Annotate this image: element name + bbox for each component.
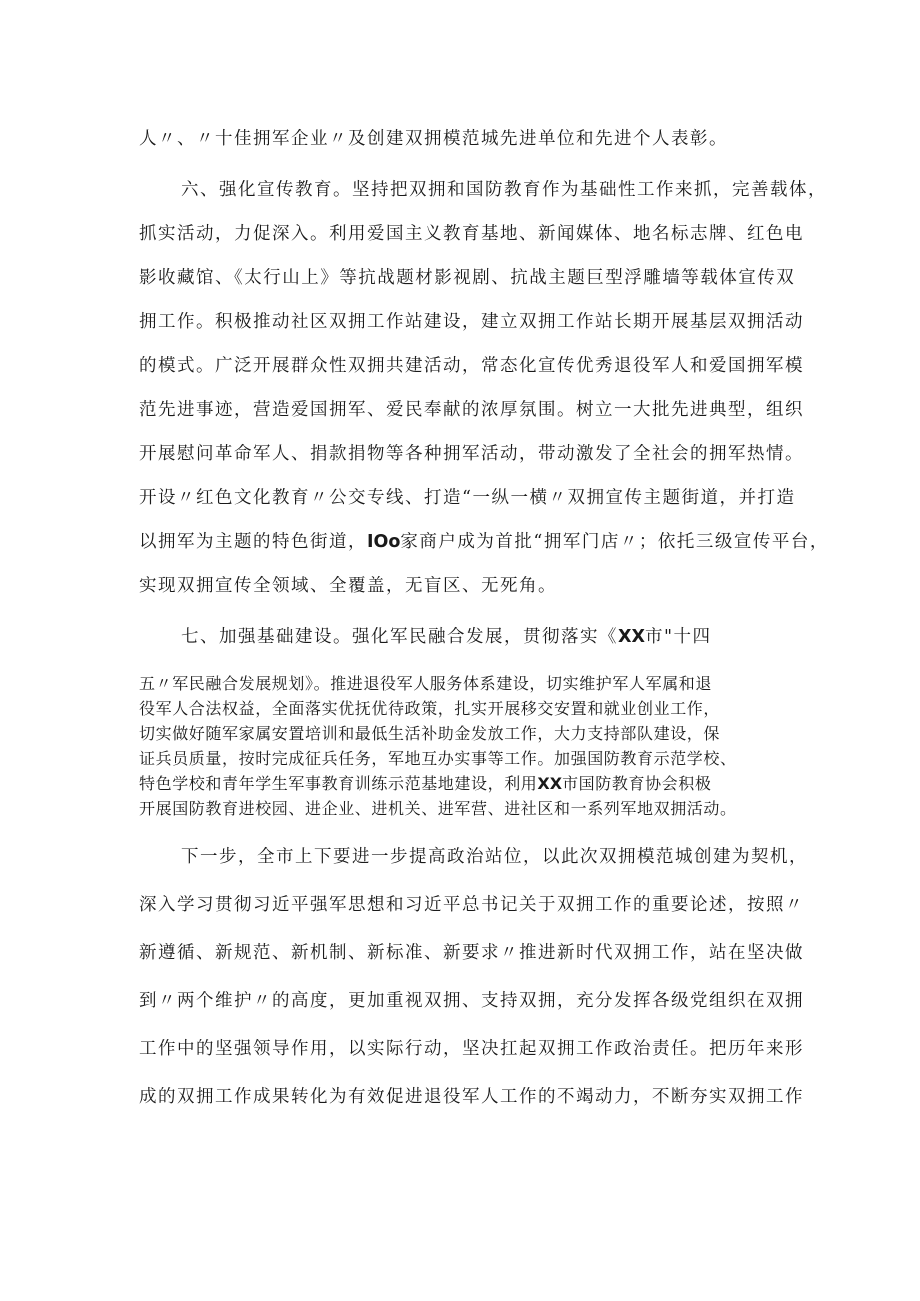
text-line: 抓实活动，力促深入。利用爱国主义教育基地、新闻媒体、地名标志牌、红色电 bbox=[139, 224, 804, 244]
paragraph-next-start: 下一步，全市上下要进一步提高政治站位，以此次双拥模范城创建为契机， bbox=[181, 847, 808, 867]
text-line: 拥工作。积极推动社区双拥工作站建设，建立双拥工作站长期开展基层双拥活动 bbox=[139, 312, 804, 332]
text-line: 深入学习贯彻习近平强军思想和习近平总书记关于双拥工作的重要论述，按照〃 bbox=[139, 895, 804, 915]
text-line: 开展国防教育进校园、进企业、进机关、进军营、进社区和一系列军地双拥活动。 bbox=[139, 799, 737, 818]
text-line: 开展慰问革命军人、捐款捐物等各种拥军活动，带动激发了全社会的拥军热情。 bbox=[139, 444, 804, 464]
text-line: 证兵员质量，按时完成征兵任务，军地互办实事等工作。加强国防教育示范学校、 bbox=[139, 749, 737, 768]
text-line: 特色学校和青年学生军事教育训练示范基地建设，利用XX市国防教育协会积极 bbox=[139, 774, 712, 793]
text-line: 影收藏馆、《太行山上》等抗战题材影视剧、抗战主题巨型浮雕墙等载体宣传双 bbox=[139, 268, 796, 288]
paragraph-seven-start: 七、加强基础建设。强化军民融合发展，贯彻落实《XX市"十四 bbox=[181, 627, 712, 647]
text-line: 的模式。广泛开展群众性双拥共建活动，常态化宣传优秀退役军人和爱国拥军模 bbox=[139, 356, 804, 376]
number-token: IOo bbox=[367, 532, 401, 552]
text-line: 实现双拥宣传全领域、全覆盖，无盲区、无死角。 bbox=[139, 576, 557, 596]
placeholder-token: XX bbox=[618, 627, 645, 647]
text-line: 范先进事迹，营造爱国拥军、爱民奉献的浓厚氛围。树立一大批先进典型，组织 bbox=[139, 400, 804, 420]
text-line: 成的双拥工作成果转化为有效促进退役军人工作的不竭动力，不断夯实双拥工作 bbox=[139, 1087, 804, 1107]
text-line: 工作中的坚强领导作用，以实际行动，坚决扛起双拥工作政治责任。把历年来形 bbox=[139, 1039, 804, 1059]
text-line: 开设〃红色文化教育〃公交专线、打造“一纵一横〃双拥宣传主题街道，并打造 bbox=[139, 488, 796, 508]
text-line: 到〃两个维护〃的高度，更加重视双拥、支持双拥，充分发挥各级党组织在双拥 bbox=[139, 991, 804, 1011]
text-line: 新遵循、新规范、新机制、新标准、新要求〃推进新时代双拥工作，站在坚决做 bbox=[139, 943, 804, 963]
text-line: 役军人合法权益，全面落实优抚优待政策，扎实开展移交安置和就业创业工作， bbox=[139, 699, 721, 718]
placeholder-token: XX bbox=[537, 774, 563, 793]
text-line: 切实做好随军家属安置培训和最低生活补助金发放工作，大力支持部队建设，保 bbox=[139, 724, 721, 743]
text-line: 人〃、〃十佳拥军企业〃及创建双拥模范城先进单位和先进个人表彰。 bbox=[139, 129, 728, 149]
text-line: 以拥军为主题的特色街道，IOo家商户成为首批“拥军门店〃；依托三级宣传平台， bbox=[139, 532, 829, 552]
paragraph-six-start: 六、强化宣传教育。坚持把双拥和国防教育作为基础性工作来抓，完善载体， bbox=[181, 180, 827, 200]
text-line: 五〃军民融合发展规划》。推进退役军人服务体系建设，切实维护军人军属和退 bbox=[139, 674, 713, 693]
